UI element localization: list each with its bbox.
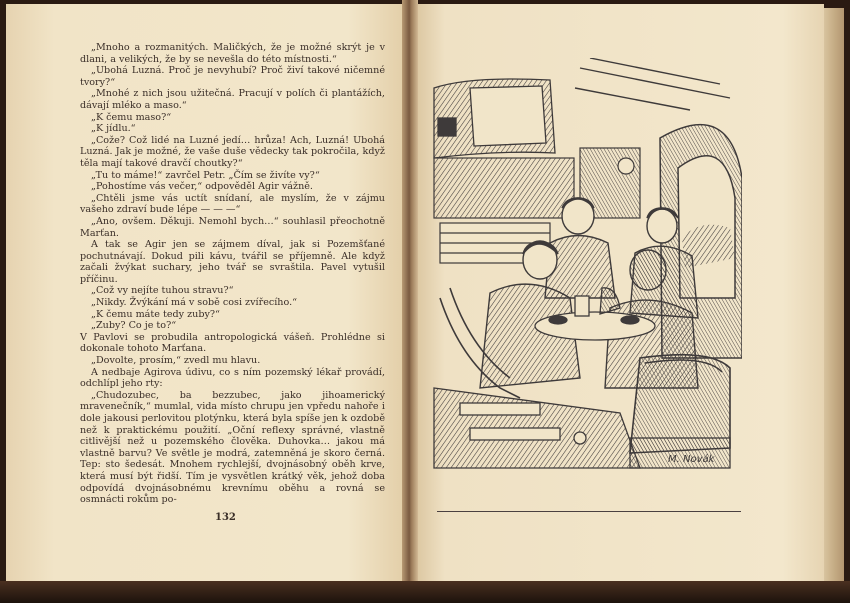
paragraph: „Dovolte, prosím,“ zvedl mu hlavu. [91,355,261,367]
ceiling-lines [575,58,730,110]
page-number: 132 [215,512,236,523]
paragraph: „K čemu maso?“ [91,111,172,123]
paragraph: „Chudozubec, ba bezzubec, jako jihoamerický mravenečník,“ mumlal, vida místo chrupu jen vpředu nahoře i dole jakousi perlovitou plotýnku, která byla spíše jen k ozdobě než k praktickému použití. „Oční reflexy správné, vlastně citlivější než u pozemského člověka. Duhovka… jakou má vlastně barvu? Ve světle je modrá, zatemněná je skoro černá. Tep: sto šedesát. Mnohem rychlejší, dvojnásobný oběh krve, která musí být řidší. Tím je vysvětlen krátký věk, jehož doba odpovídá dvojnásobnému krevnímu oběhu a rovná se osmnácti rokům po- [80,389,385,506]
paragraph: „Mnohé z nich jsou užitečná. Pracují v polích či plantážích, dávají mléko a maso.“ [80,88,385,111]
paragraph: „Nikdy. Žvýkání má v sobě cosi zvířecího.“ [91,297,298,309]
paragraph: A nedbaje Agirova údivu, co s ním pozemský lékař provádí, odchlípl jeho rty: [80,366,385,390]
paragraph: „Ano, ovšem. Děkuji. Nemohl bych…“ souhlasil přeochotně Marťan. [80,215,385,239]
illustration-spaceship-interior [430,58,742,478]
illustrator-signature: M. Novák [668,454,715,465]
paragraph: „K čemu máte tedy zuby?“ [91,308,220,320]
book-gutter [402,0,418,590]
caption-rule [437,511,741,512]
paragraph: „Pohostíme vás večer,“ odpověděl Agir vážně. [91,181,313,193]
paragraph: V Pavlovi se probudila antropologická vášeň. Prohlédne si dokonale tohoto Marťana. [80,331,385,355]
upper-console [434,79,555,158]
paragraph: „Mnoho a rozmanitých. Maličkých, že je možné skrýt je v dlani, a velikých, že by se nevešla do této místnosti.“ [80,42,385,65]
paragraph: „Což vy nejíte tuhou stravu?“ [91,285,234,297]
paragraph: „Chtěli jsme vás uctít snídaní, ale myslím, že v zájmu vašeho zdraví bude lépe — — —“ [80,192,385,216]
paragraph: „Ubohá Luzná. Proč je nevyhubí? Proč živí takové ničemné tvory?“ [80,65,385,88]
page-edges [824,8,844,583]
body-text [80,42,385,506]
paragraph: „Cože? Což lidé na Luzné jedí… hrůza! Ach, Luzná! Ubohá Luzná. Jak je možné, že vaše duše vědecky tak pokročila, když těla mají takové dravčí choutky?“ [80,134,385,169]
paragraph: „K jídlu.“ [91,123,136,135]
paragraph: A tak se Agir jen se zájmem díval, jak si Pozemšťané pochutnávají. Dokud pili kávu, tvářil se příjemně. Ale když začali žvýkat suchary, jeho tvář se svraštila. Pavel vytušil příčinu. [80,239,385,285]
paragraph: „Zuby? Co je to?“ [91,320,177,332]
paragraph: „Tu to máme!“ zavrčel Petr. „Čím se živíte vy?“ [91,169,320,181]
bottom-shadow [0,581,850,603]
